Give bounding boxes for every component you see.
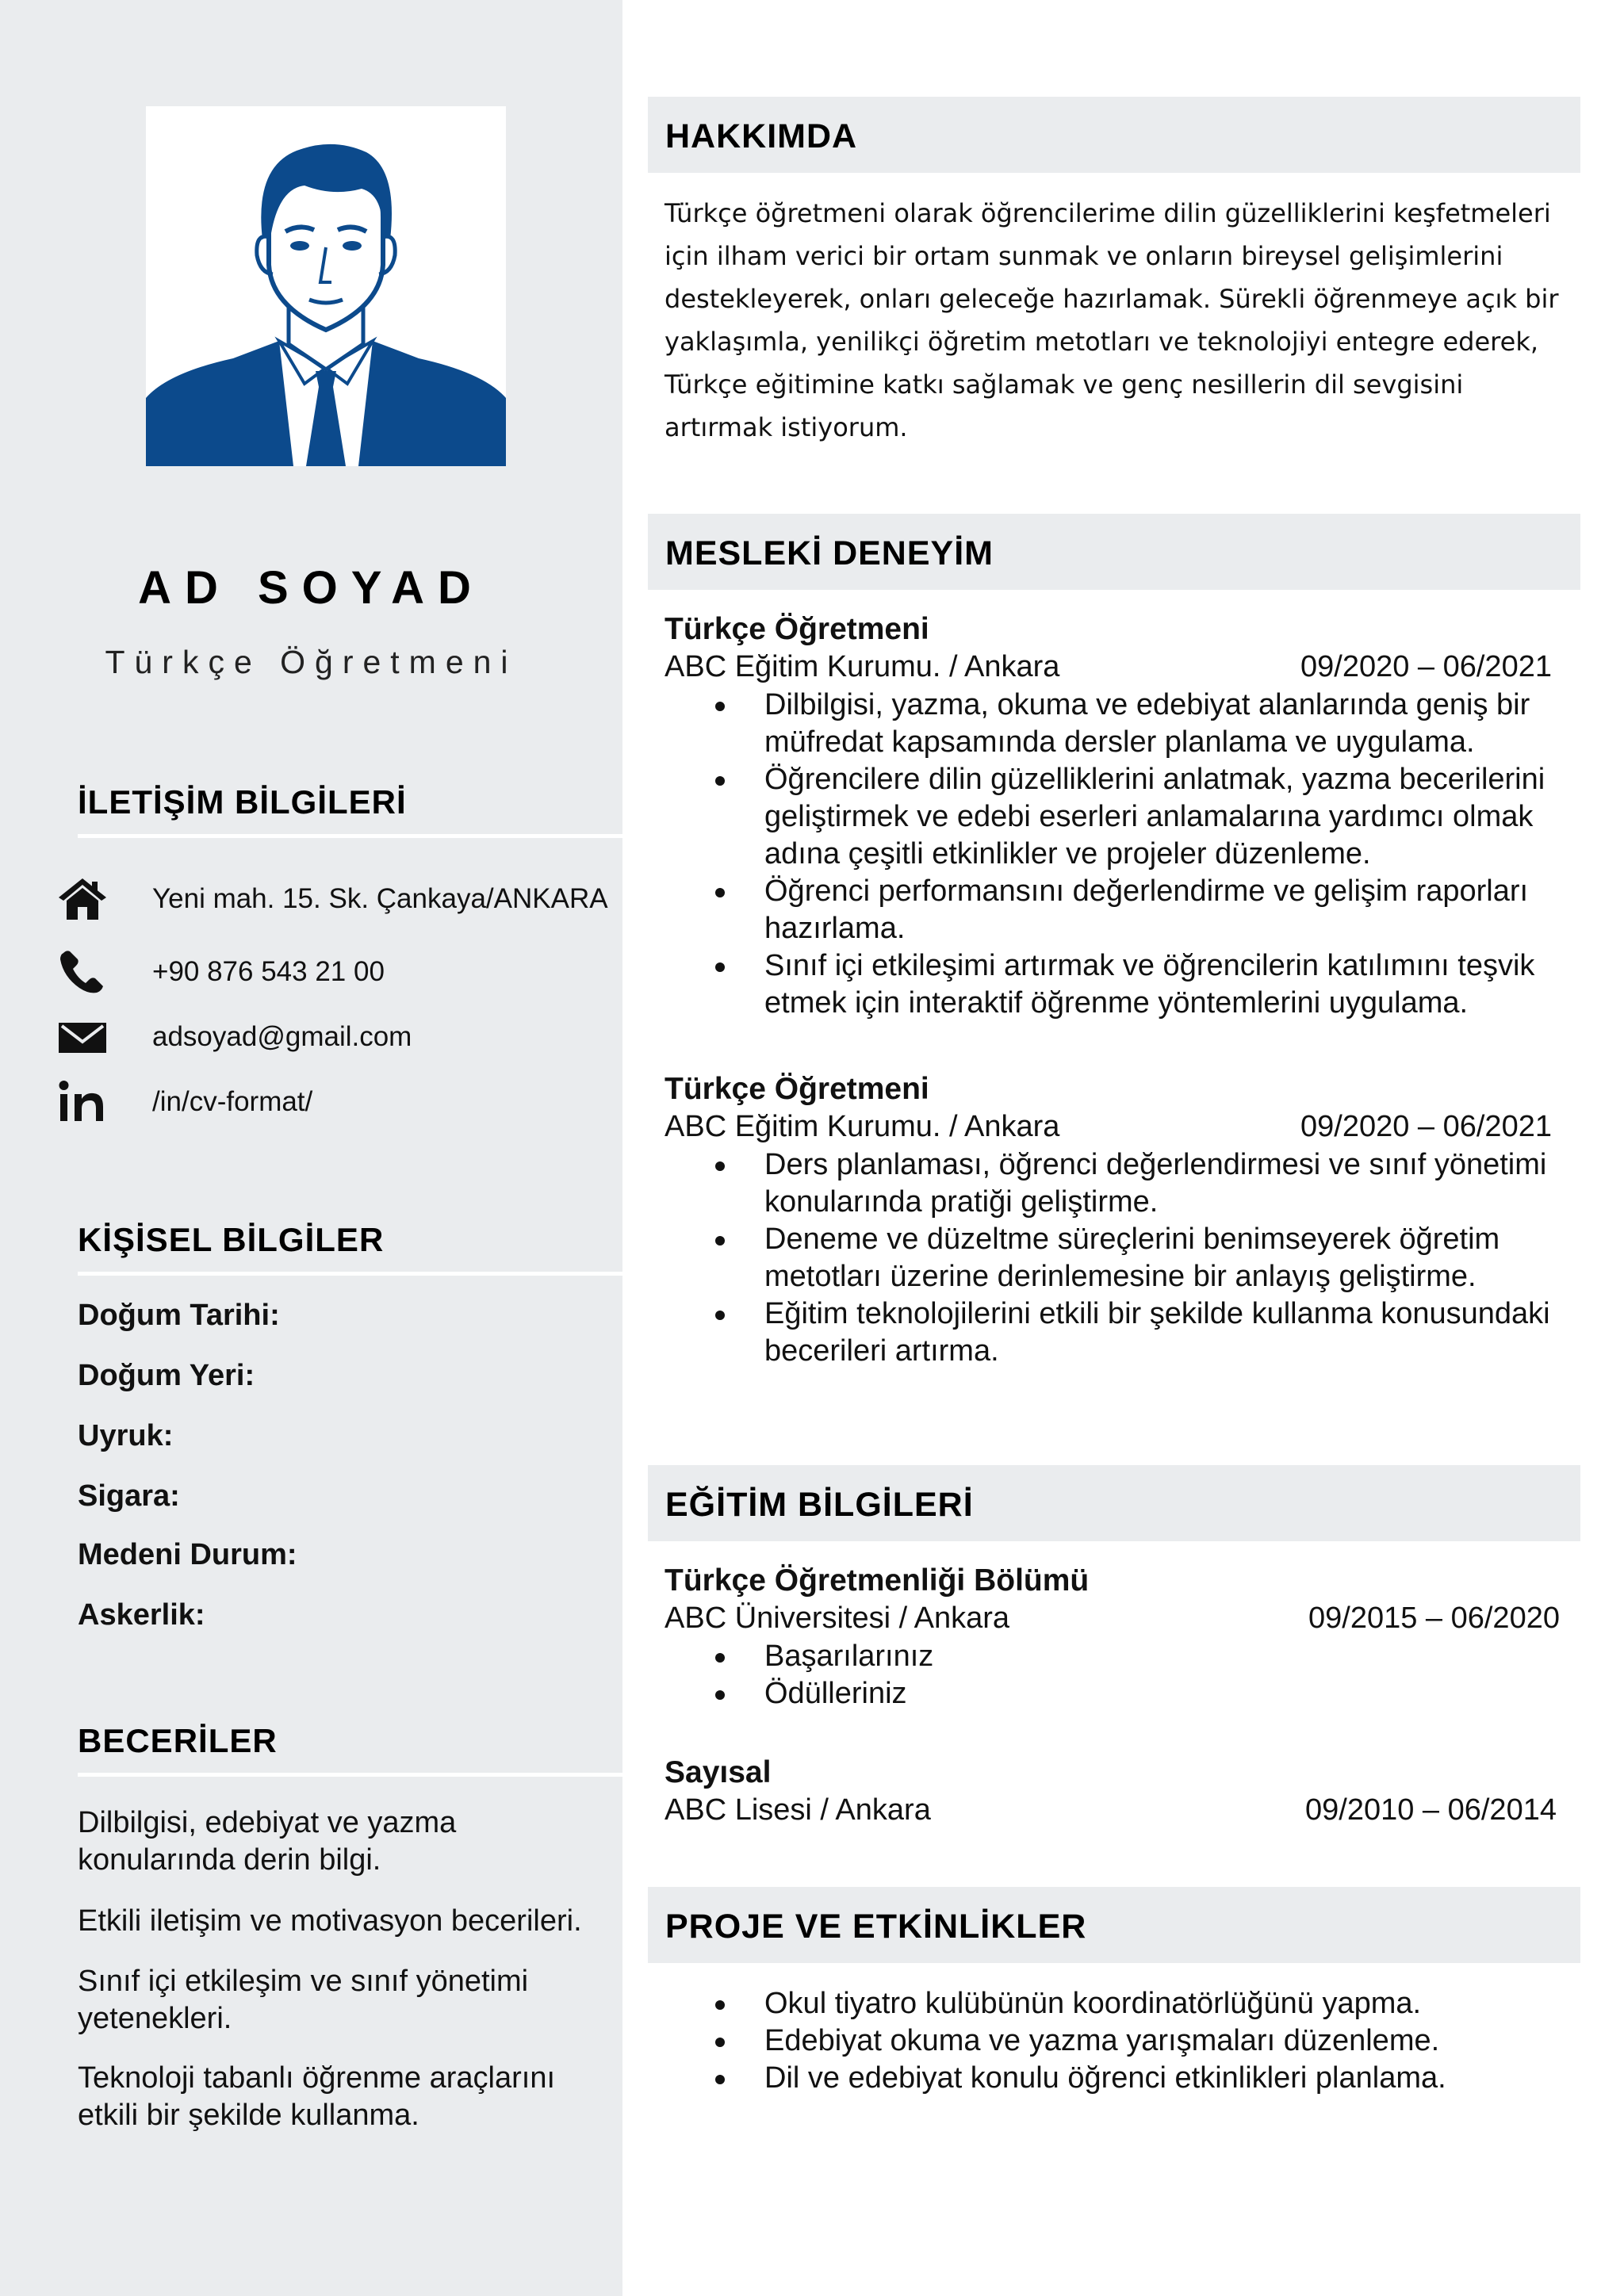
personal-heading: KİŞİSEL BİLGİLER — [78, 1221, 385, 1258]
linkedin-text: /in/cv-format/ — [152, 1086, 313, 1117]
job-bullet-list — [665, 687, 1576, 1022]
contact-email — [57, 1013, 612, 1061]
skills-divider — [78, 1773, 622, 1777]
phone-text: +90 876 543 21 00 — [152, 956, 385, 987]
list-item: Deneme ve düzeltme süreçlerini benimseyerek öğretim metotları üzerine derinlemesine bir anlayış geliştirme. — [665, 1221, 1576, 1295]
about-heading-bar — [648, 97, 1580, 173]
marital-status-label: Medeni Durum: — [78, 1538, 297, 1571]
sidebar — [0, 0, 622, 2296]
education-bullet-list — [665, 1638, 1576, 1712]
person-avatar-icon — [146, 106, 506, 466]
projects-heading: PROJE VE ETKİNLİKLER — [665, 1908, 1087, 1946]
nationality-label: Uyruk: — [78, 1419, 174, 1452]
address-text: Yeni mah. 15. Sk. Çankaya/ANKARA — [152, 883, 608, 914]
skill-item: Etkili iletişim ve motivasyon becerileri. — [78, 1904, 582, 1938]
list-item: Ödülleriniz — [665, 1675, 1576, 1712]
contact-address — [57, 875, 612, 923]
list-item: Dil ve edebiyat konulu öğrenci etkinlikleri planlama. — [665, 2060, 1576, 2097]
education-date: 09/2010 – 06/2014 — [1305, 1793, 1557, 1827]
birth-place-label: Doğum Yeri: — [78, 1359, 255, 1392]
list-item: Öğrenci performansını değerlendirme ve gelişim raporları hazırlama. — [665, 873, 1576, 947]
contact-divider — [78, 834, 622, 838]
list-item: Dilbilgisi, yazma, okuma ve edebiyat alanlarında geniş bir müfredat kapsamında dersler planlama ve uygulama. — [665, 687, 1576, 761]
list-item: Eğitim teknolojilerini etkili bir şekilde kullanma konusundaki becerileri artırma. — [665, 1295, 1576, 1370]
job-title: Türkçe Öğretmeni — [665, 612, 929, 646]
about-text: Türkçe öğretmeni olarak öğrencilerime dilin güzelliklerini keşfetmeleri için ilham verici bir ortam sunmak ve onların bireysel gelişimlerini destekleyerek, onları geleceğe hazırlamak. Sürekli öğrenmeye açık bir yaklaşımla, yenilikçi öğretim metotları ve teknolojiyi entegre ederek, Türkçe eğitimine katkı sağlamak ve genç nesillerin dil sevgisini artırmak istiyorum. — [665, 198, 1559, 442]
experience-heading-bar — [648, 514, 1580, 590]
job-organization: ABC Eğitim Kurumu. / Ankara — [665, 1110, 1060, 1143]
person-name: AD SOYAD — [138, 562, 485, 614]
contact-heading: İLETİŞİM BİLGİLERİ — [78, 783, 407, 821]
person-job-title: Türkçe Öğretmeni — [105, 644, 518, 680]
phone-icon — [57, 948, 108, 996]
skill-item: Sınıf içi etkileşim ve sınıf yönetimi yetenekleri. — [78, 1965, 529, 2035]
birth-date-label: Doğum Tarihi: — [78, 1299, 280, 1332]
skill-item: Dilbilgisi, edebiyat ve yazma konularında derin bilgi. — [78, 1806, 457, 1877]
home-icon — [57, 875, 108, 923]
list-item: Ders planlaması, öğrenci değerlendirmesi ve sınıf yönetimi konularında pratiği geliştirme. — [665, 1146, 1576, 1221]
smoking-label: Sigara: — [78, 1479, 180, 1513]
job-bullet-list — [665, 1146, 1576, 1370]
job-date: 09/2020 – 06/2021 — [1300, 1110, 1552, 1143]
education-school: ABC Lisesi / Ankara — [665, 1793, 931, 1827]
contact-linkedin — [57, 1078, 612, 1126]
skills-heading: BECERİLER — [78, 1722, 278, 1759]
list-item: Okul tiyatro kulübünün koordinatörlüğünü yapma. — [665, 1985, 1576, 2022]
personal-divider — [78, 1272, 622, 1276]
education-heading-bar — [648, 1465, 1580, 1541]
skill-item: Teknoloji tabanlı öğrenme araçlarını etkili bir şekilde kullanma. — [78, 2061, 556, 2132]
list-item: Edebiyat okuma ve yazma yarışmaları düzenleme. — [665, 2022, 1576, 2060]
contact-phone — [57, 948, 612, 996]
job-title: Türkçe Öğretmeni — [665, 1072, 929, 1106]
list-item: Başarılarınız — [665, 1638, 1576, 1675]
education-title: Türkçe Öğretmenliği Bölümü — [665, 1563, 1090, 1598]
education-school: ABC Üniversitesi / Ankara — [665, 1601, 1010, 1635]
military-status-label: Askerlik: — [78, 1598, 205, 1632]
projects-bullet-list — [665, 1985, 1576, 2097]
experience-heading: MESLEKİ DENEYİM — [665, 534, 994, 572]
projects-heading-bar — [648, 1887, 1580, 1963]
education-heading: EĞİTİM BİLGİLERİ — [665, 1486, 974, 1524]
job-date: 09/2020 – 06/2021 — [1300, 650, 1552, 683]
linkedin-icon — [57, 1078, 108, 1126]
mail-icon — [57, 1013, 108, 1061]
about-heading: HAKKIMDA — [665, 117, 858, 155]
education-title: Sayısal — [665, 1755, 772, 1789]
list-item: Sınıf içi etkileşimi artırmak ve öğrencilerin katılımını teşvik etmek için interaktif öğrenme yöntemlerini uygulama. — [665, 947, 1576, 1022]
education-date: 09/2015 – 06/2020 — [1308, 1601, 1560, 1635]
job-organization: ABC Eğitim Kurumu. / Ankara — [665, 650, 1060, 683]
email-text: adsoyad@gmail.com — [152, 1021, 412, 1052]
list-item: Öğrencilere dilin güzelliklerini anlatmak, yazma becerilerini geliştirmek ve edebi eserleri anlamalarına yardımcı olmak adına çeşitli etkinlikler ve projeler düzenleme. — [665, 761, 1576, 873]
